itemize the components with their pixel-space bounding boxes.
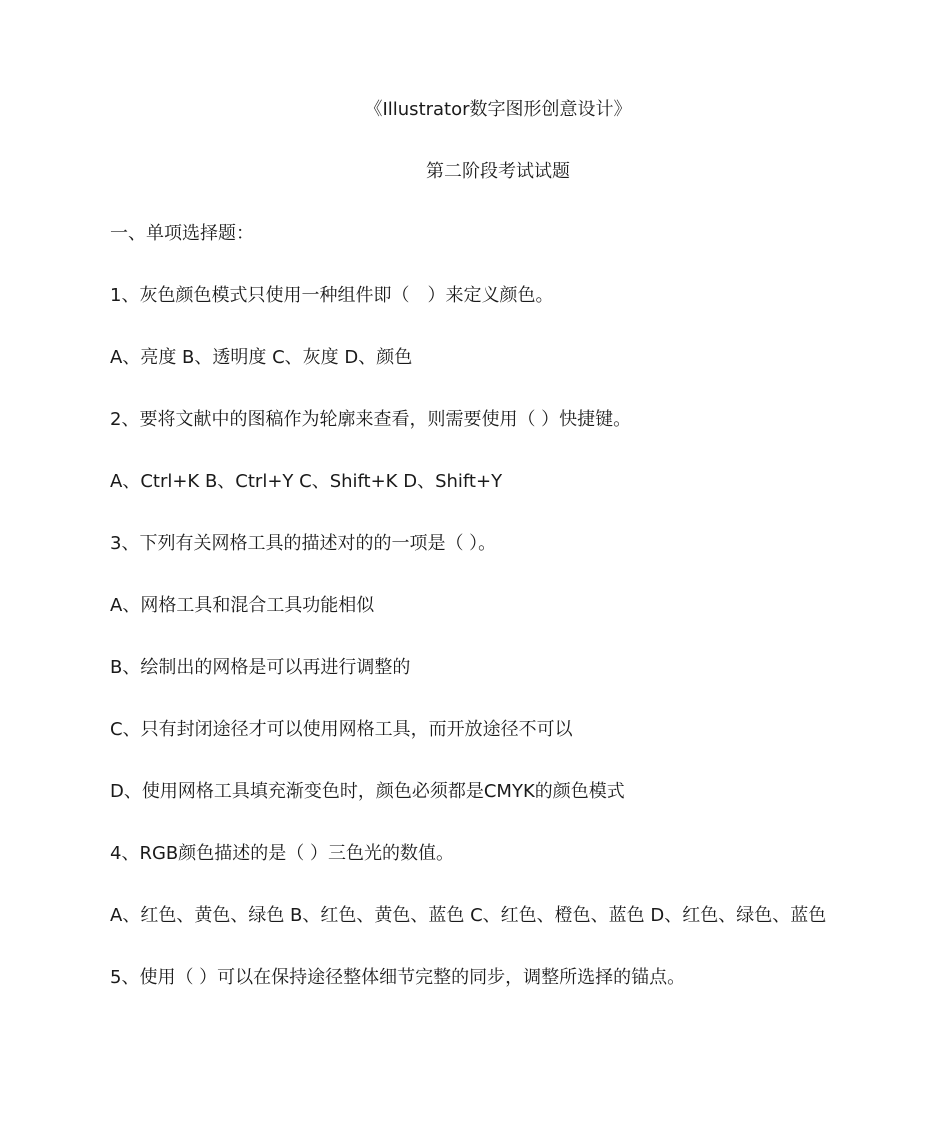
question-4-stem: 4、RGB颜色描述的是（ ）三色光的数值。: [110, 843, 454, 864]
document-title: 《Illustrator数字图形创意设计》: [364, 99, 632, 120]
question-2-stem: 2、要将文献中的图稿作为轮廓来查看，则需要使用（ ）快捷键。: [110, 409, 632, 430]
question-5-stem: 5、使用（ ）可以在保持途径整体细节完整的同步，调整所选择的锚点。: [110, 967, 686, 988]
section-heading: 一、单项选择题：: [110, 223, 254, 244]
question-3-stem: 3、下列有关网格工具的描述对的的一项是（ ）。: [110, 533, 497, 554]
question-1-options: A、亮度 B、透明度 C、灰度 D、颜色: [110, 347, 413, 368]
question-3-option-b: B、绘制出的网格是可以再进行调整的: [110, 657, 411, 678]
question-3-option-a: A、网格工具和混合工具功能相似: [110, 595, 375, 616]
question-2-options: A、Ctrl+K B、Ctrl+Y C、Shift+K D、Shift+Y: [110, 471, 503, 492]
document-subtitle: 第二阶段考试试题: [426, 161, 570, 182]
question-4-options: A、红色、黄色、绿色 B、红色、黄色、蓝色 C、红色、橙色、蓝色 D、红色、绿色、蓝色: [110, 905, 827, 926]
question-3-option-c: C、只有封闭途径才可以使用网格工具，而开放途径不可以: [110, 719, 573, 740]
question-3-option-d: D、使用网格工具填充渐变色时，颜色必须都是CMYK的颜色模式: [110, 781, 625, 802]
question-1-stem: 1、灰色颜色模式只使用一种组件即（ ）来定义颜色。: [110, 285, 554, 306]
